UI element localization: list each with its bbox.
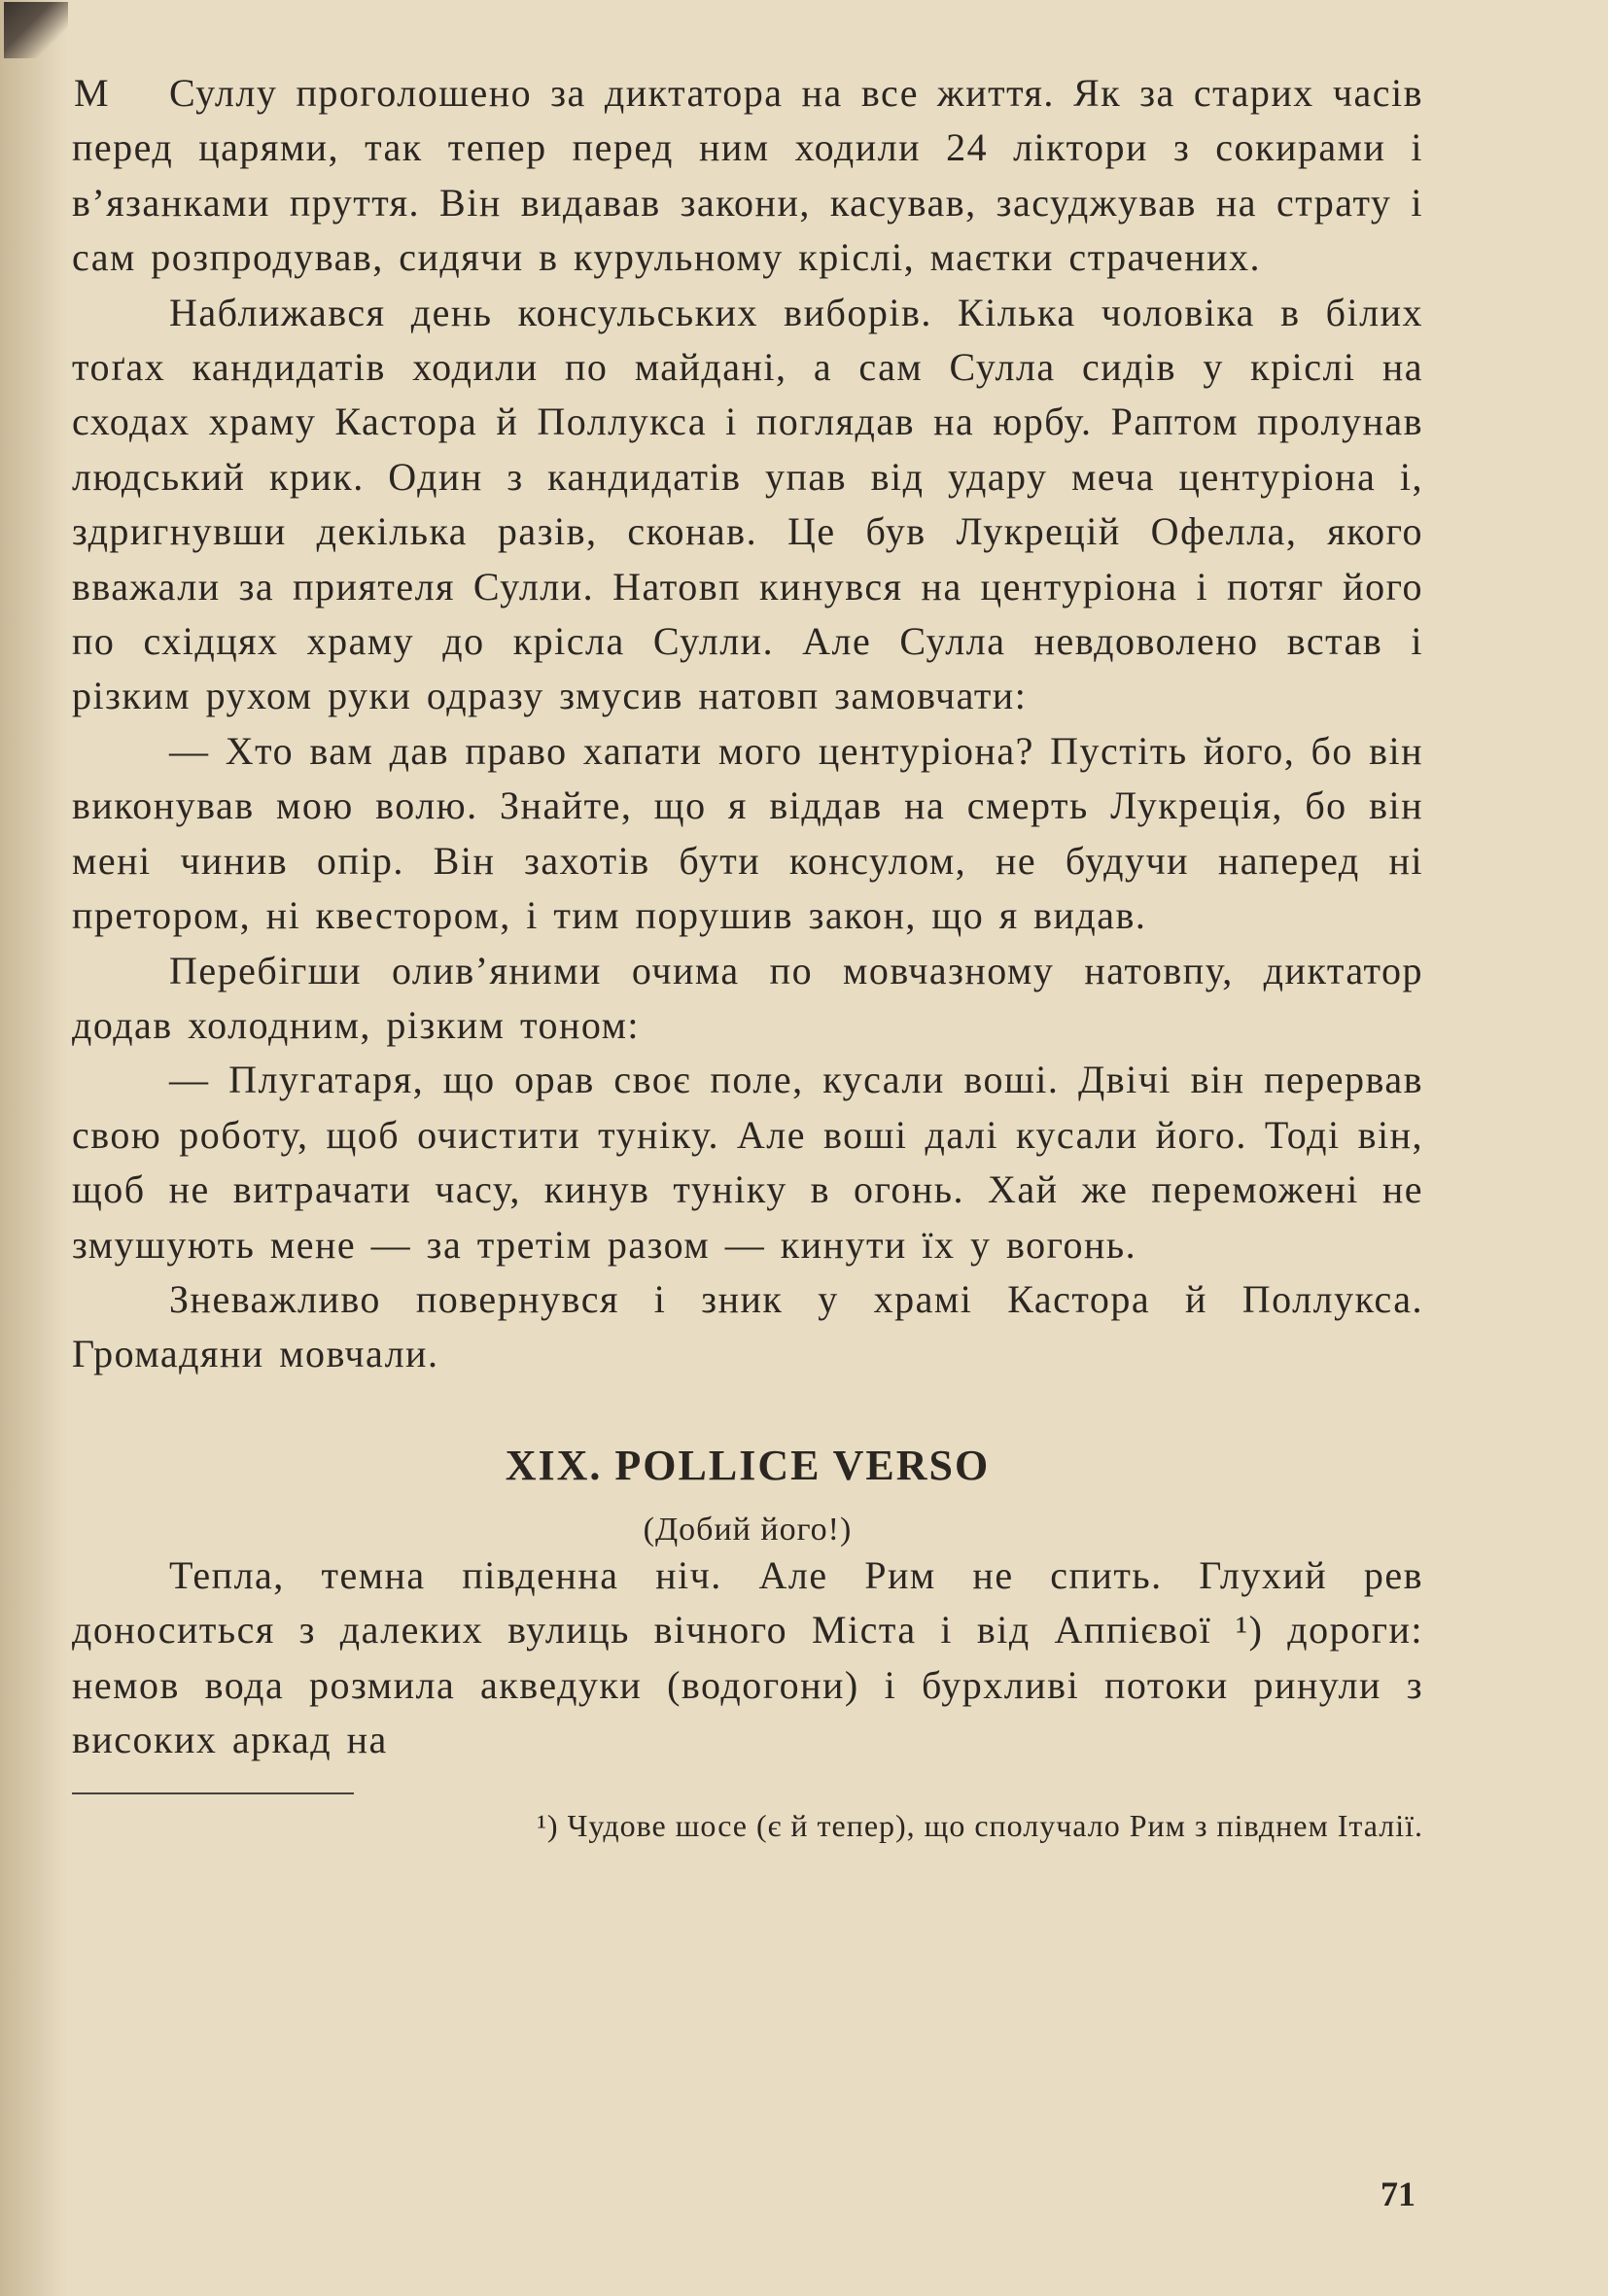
footnote-rule bbox=[72, 1792, 354, 1794]
paragraph-1: Суллу проголошено за диктатора на все життя. Як за старих часів перед царями, так тепер перед ним ходили 24 ліктори з сокирами і в’язанками пруття. Він видавав закони, касував, засуджував на страту і сам розпродував, сидячи в курульному кріслі, маєтки страчених. bbox=[72, 71, 1423, 280]
page-body bbox=[72, 66, 1423, 1844]
paragraph-6: Зневажливо повернувся і зник у храмі Кастора й Поллукса. Громадяни мовчали. bbox=[72, 1276, 1423, 1376]
corner-stain bbox=[4, 2, 68, 58]
footnote: ¹) Чудове шосе (є й тепер), що сполучало Рим з півднем Італії. bbox=[537, 1808, 1423, 1844]
chapter-title: XIX. POLLICE VERSO bbox=[505, 1441, 991, 1489]
chapter-paragraph: Тепла, темна південна ніч. Але Рим не спить. Глухий рев доноситься з далеких вулиць вічного Міста і від Аппієвої ¹) дороги: немов вода розмила акведуки (водогони) і бурхливі потоки ринули з високих аркад на bbox=[72, 1552, 1423, 1761]
page-edge-shadow bbox=[0, 0, 68, 2296]
initial-letter-fragment: М bbox=[74, 71, 109, 115]
paragraph-4: Перебігши олив’яними очима по мовчазному натовпу, диктатор додав холодним, різким тоном: bbox=[72, 948, 1423, 1047]
chapter-subtitle: (Добий його!) bbox=[643, 1511, 853, 1548]
paragraph-3: — Хто вам дав право хапати мого центуріона? Пустіть його, бо він виконував мою волю. Знайте, що я віддав на смерть Лукреція, бо він мені чинив опір. Він захотів бути консулом, не будучи наперед ні претором, ні квестором, і тим порушив закон, що я видав. bbox=[72, 728, 1423, 938]
paragraph-5: — Плугатаря, що орав своє поле, кусали воші. Двічі він перервав свою роботу, щоб очистити туніку. Але воші далі кусали його. Тоді він, щоб не витрачати часу, кинув туніку в огонь. Хай же переможені не змушують мене — за третім разом — кинути їх у вогонь. bbox=[72, 1058, 1423, 1267]
page-number: 71 bbox=[1381, 2174, 1416, 2213]
paragraph-2: Наближався день консульських виборів. Кілька чоловіка в білих тоґах кандидатів ходили по майдані, а сам Сулла сидів у кріслі на сходах храму Кастора й Поллукса і поглядав на юрбу. Раптом пролунав людський крик. Один з кандидатів упав від удару меча центуріона і, здригнувши декілька разів, сконав. Це був Лукрецій Офелла, якого вважали за приятеля Сулли. Натовп кинувся на центуріона і потяг його по східцях храму до крісла Сулли. Але Сулла невдоволено встав і різким рухом руки одразу змусив натовп замовчати: bbox=[72, 290, 1423, 718]
